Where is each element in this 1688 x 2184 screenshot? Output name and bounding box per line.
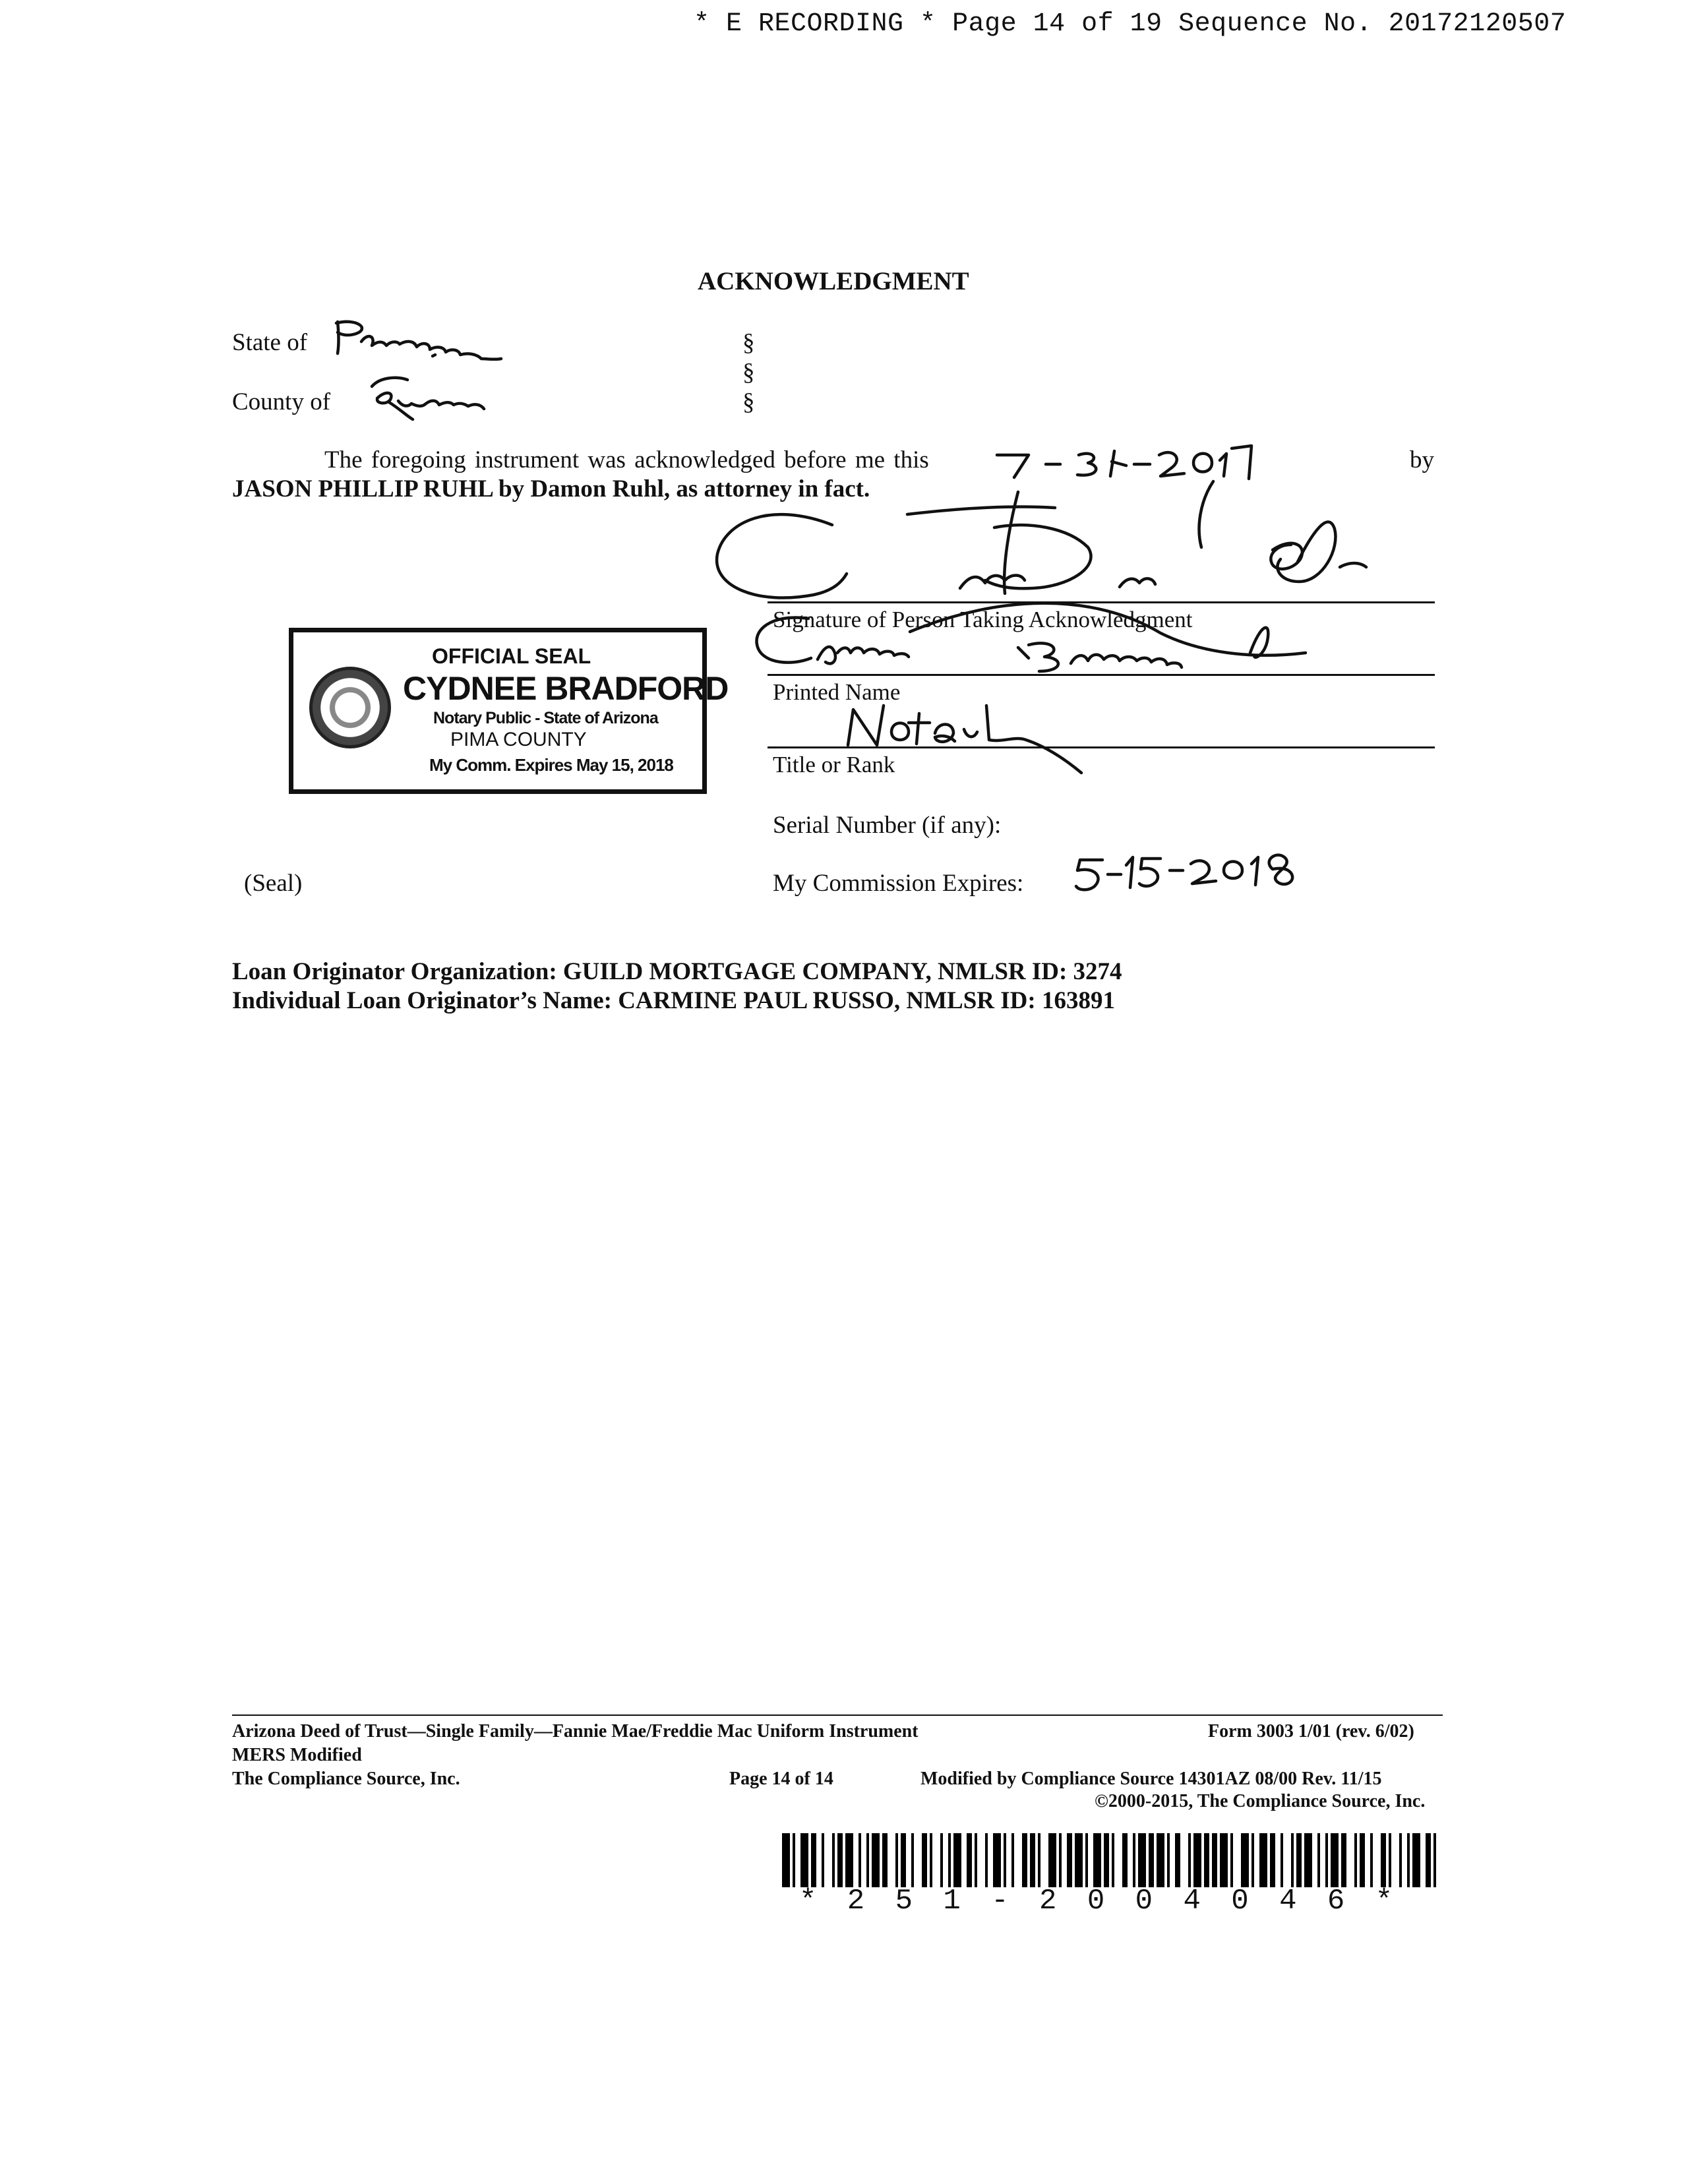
seal-line-county: PIMA COUNTY bbox=[450, 729, 587, 750]
barcode-bar bbox=[1304, 1833, 1312, 1887]
barcode-bar bbox=[1230, 1833, 1233, 1887]
barcode-bar bbox=[1112, 1833, 1114, 1887]
barcode-bar bbox=[1022, 1833, 1027, 1887]
barcode-bar bbox=[1354, 1833, 1357, 1887]
barcode-bar bbox=[1093, 1833, 1101, 1887]
barcode-bar bbox=[1259, 1833, 1267, 1887]
seal-notary-name: CYDNEE BRADFORD bbox=[403, 670, 729, 707]
signature-label: Signature of Person Taking Acknowledgment bbox=[773, 607, 1193, 632]
footer-form-number: Form 3003 1/01 (rev. 6/02) bbox=[1208, 1721, 1414, 1742]
barcode-bar bbox=[1193, 1833, 1201, 1887]
barcode-bar bbox=[1175, 1833, 1180, 1887]
barcode-bar bbox=[1407, 1833, 1410, 1887]
barcode-bar bbox=[948, 1833, 951, 1887]
barcode-bar bbox=[1167, 1833, 1170, 1887]
barcode-bar bbox=[911, 1833, 914, 1887]
barcode-bar bbox=[1212, 1833, 1217, 1887]
document-title: ACKNOWLEDGMENT bbox=[698, 267, 969, 295]
barcode-bar bbox=[1426, 1833, 1431, 1887]
handwritten-county bbox=[372, 378, 484, 419]
barcode-bar bbox=[1331, 1833, 1339, 1887]
barcode-text: * 2 5 1 - 2 0 0 4 0 4 6 * bbox=[799, 1885, 1400, 1918]
barcode-bar bbox=[1341, 1833, 1346, 1887]
barcode-bar bbox=[1325, 1833, 1328, 1887]
barcode-bar bbox=[1412, 1833, 1420, 1887]
barcode-bar bbox=[1011, 1833, 1014, 1887]
barcode-bar bbox=[1241, 1833, 1249, 1887]
acknowledged-party: JASON PHILLIP RUHL by Damon Ruhl, as attorney in fact. bbox=[232, 475, 870, 502]
barcode-bar bbox=[922, 1833, 927, 1887]
barcode-bar bbox=[1104, 1833, 1109, 1887]
barcode-bar bbox=[895, 1833, 898, 1887]
handwritten-state bbox=[336, 322, 501, 359]
barcode-bar bbox=[930, 1833, 932, 1887]
barcode-bar bbox=[1399, 1833, 1402, 1887]
barcode-bar bbox=[822, 1833, 824, 1887]
barcode-bar bbox=[782, 1833, 790, 1887]
barcode-bar bbox=[953, 1833, 961, 1887]
section-mark-2: § bbox=[742, 359, 755, 386]
barcode-bar bbox=[1157, 1833, 1164, 1887]
barcode-bar bbox=[1389, 1833, 1391, 1887]
footer-page-number: Page 14 of 14 bbox=[729, 1769, 833, 1789]
individual-loan-originator: Individual Loan Originator’s Name: CARMINE PAUL RUSSO, NMLSR ID: 163891 bbox=[232, 987, 1115, 1014]
barcode-bar bbox=[1381, 1833, 1386, 1887]
acknowledgment-by: by bbox=[1410, 446, 1434, 473]
seal-line-expires: My Comm. Expires May 15, 2018 bbox=[429, 755, 673, 775]
footer-mers: MERS Modified bbox=[232, 1745, 362, 1765]
barcode-bar bbox=[1281, 1833, 1283, 1887]
barcode-bar bbox=[882, 1833, 888, 1887]
county-label: County of bbox=[232, 388, 331, 415]
barcode-bar bbox=[811, 1833, 816, 1887]
barcode-bar bbox=[1317, 1833, 1320, 1887]
footer-company: The Compliance Source, Inc. bbox=[232, 1769, 460, 1789]
seal-heading: OFFICIAL SEAL bbox=[432, 644, 591, 668]
barcode-bar bbox=[901, 1833, 906, 1887]
recording-stamp: * E RECORDING * Page 14 of 19 Sequence No. 20172120507 bbox=[694, 9, 1567, 39]
barcode-bar bbox=[1067, 1833, 1072, 1887]
barcode-bar bbox=[1433, 1833, 1436, 1887]
barcode-bar bbox=[1149, 1833, 1154, 1887]
barcode-bar bbox=[872, 1833, 880, 1887]
barcode-bar bbox=[1122, 1833, 1128, 1887]
serial-number-label: Serial Number (if any): bbox=[773, 812, 1002, 839]
handwritten-title bbox=[848, 706, 1081, 773]
barcode-bar bbox=[832, 1833, 835, 1887]
barcode-bar bbox=[1133, 1833, 1135, 1887]
barcode-bar bbox=[845, 1833, 853, 1887]
acknowledgment-sentence: The foregoing instrument was acknowledged before me this bbox=[324, 446, 929, 473]
footer-form-title: Arizona Deed of Trust—Single Family—Fannie Mae/Freddie Mac Uniform Instrument bbox=[232, 1721, 919, 1742]
barcode-bar bbox=[1085, 1833, 1088, 1887]
barcode-bar bbox=[1270, 1833, 1275, 1887]
commission-expires-label: My Commission Expires: bbox=[773, 870, 1024, 897]
barcode-bar bbox=[1251, 1833, 1254, 1887]
barcode-bar bbox=[940, 1833, 943, 1887]
barcode-bar bbox=[993, 1833, 1001, 1887]
handwritten-commission-date bbox=[1076, 855, 1292, 890]
section-mark-3: § bbox=[742, 388, 755, 415]
barcode-bar bbox=[1030, 1833, 1035, 1887]
seal-label: (Seal) bbox=[244, 870, 303, 897]
barcode-bar bbox=[975, 1833, 977, 1887]
barcode-bar bbox=[1296, 1833, 1302, 1887]
barcode-bar bbox=[1220, 1833, 1228, 1887]
barcode-bar bbox=[985, 1833, 988, 1887]
state-label: State of bbox=[232, 329, 308, 356]
barcode-bar bbox=[1038, 1833, 1040, 1887]
barcode-bar bbox=[1360, 1833, 1365, 1887]
barcode-bar bbox=[1075, 1833, 1083, 1887]
title-label: Title or Rank bbox=[773, 752, 895, 777]
barcode-bar bbox=[1370, 1833, 1373, 1887]
barcode-bar bbox=[1204, 1833, 1209, 1887]
barcode-bar bbox=[967, 1833, 972, 1887]
barcode bbox=[782, 1833, 1441, 1887]
barcode-bar bbox=[866, 1833, 869, 1887]
barcode-bar bbox=[859, 1833, 861, 1887]
seal-line-state: Notary Public - State of Arizona bbox=[433, 709, 658, 727]
barcode-bar bbox=[1059, 1833, 1062, 1887]
barcode-bar bbox=[800, 1833, 808, 1887]
handwritten-acknowledgment-date bbox=[997, 446, 1251, 479]
printed-name-label: Printed Name bbox=[773, 679, 901, 705]
section-mark-1: § bbox=[742, 329, 755, 356]
barcode-bar bbox=[793, 1833, 795, 1887]
loan-originator-organization: Loan Originator Organization: GUILD MORTGAGE COMPANY, NMLSR ID: 3274 bbox=[232, 958, 1122, 985]
barcode-bar bbox=[1004, 1833, 1006, 1887]
barcode-bar bbox=[1138, 1833, 1146, 1887]
barcode-bar bbox=[837, 1833, 843, 1887]
barcode-bar bbox=[1291, 1833, 1294, 1887]
footer-modified: Modified by Compliance Source 14301AZ 08/00 Rev. 11/15 bbox=[920, 1769, 1382, 1789]
barcode-bar bbox=[1188, 1833, 1191, 1887]
footer-rule bbox=[232, 1714, 1443, 1716]
footer-copyright: ©2000-2015, The Compliance Source, Inc. bbox=[1095, 1791, 1426, 1811]
barcode-bar bbox=[1048, 1833, 1056, 1887]
